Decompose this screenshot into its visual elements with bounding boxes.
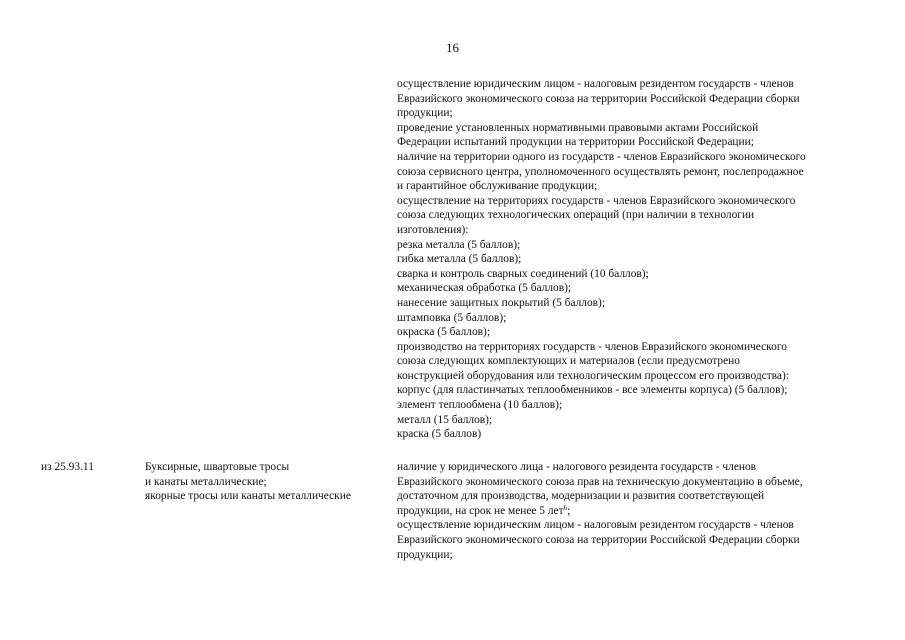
requirement-line: продукции; (397, 548, 453, 561)
requirement-line: осуществление юридическим лицом - налоговым резидентом государств - членов (397, 78, 794, 90)
requirement-line: штамповка (5 баллов); (397, 311, 507, 324)
footnote-reference[interactable]: 6 (563, 503, 568, 512)
requirements-continued (397, 77, 875, 442)
requirement-line: наличие на территории одного из государств - членов Евразийского экономического (397, 150, 806, 163)
page-number: 16 (446, 40, 459, 55)
requirement-line: Евразийского экономического союза на территории Российской Федерации сборки (397, 533, 800, 546)
requirement-line: гибка металла (5 баллов); (397, 253, 522, 266)
requirement-line: осуществление на территориях государств - членов Евразийского экономического (397, 194, 796, 207)
requirement-line: союза следующих технологических операций (при наличии в технологии (397, 209, 755, 222)
requirement-line: изготовления): (397, 223, 469, 236)
requirement-line-with-footnote (397, 504, 875, 519)
requirement-line: корпус (для пластинчатых теплообменников - все элементы корпуса) (5 баллов); (397, 384, 788, 397)
requirement-text: продукции, на срок не менее 5 лет (397, 504, 564, 517)
requirements (397, 460, 875, 562)
requirement-line: союза следующих комплектующих и материалов (если предусмотрено (397, 355, 740, 368)
requirement-line: Евразийского экономического союза на территории Российской Федерации сборки (397, 92, 800, 105)
requirement-line: элемент теплообмена (10 баллов); (397, 399, 563, 412)
product-name (145, 460, 351, 504)
product-name-line: якорные тросы или канаты металлические (145, 490, 351, 503)
requirement-text-end: ; (567, 504, 571, 517)
product-name-line: и канаты металлические; (145, 475, 267, 488)
requirement-line: наличие у юридического лица - налогового резидента государств - членов (397, 461, 757, 473)
requirement-line: окраска (5 баллов); (397, 326, 490, 339)
okpd2-code: из 25.93.11 (41, 461, 94, 473)
requirement-line: сварка и контроль сварных соединений (10 баллов); (397, 267, 649, 280)
requirement-line: осуществление юридическим лицом - налоговым резидентом государств - членов (397, 519, 794, 532)
product-name-line: Буксирные, швартовые тросы (145, 461, 290, 473)
requirement-line: союза сервисного центра, уполномоченного осуществлять ремонт, послепродажное (397, 165, 804, 178)
requirement-line: конструкцией оборудования или технологическим процессом его производства): (397, 369, 789, 382)
requirement-line: резка металла (5 баллов); (397, 238, 521, 251)
requirement-line: Евразийского экономического союза прав на техническую документацию в объеме, (397, 475, 803, 488)
requirement-line: продукции; (397, 107, 453, 120)
requirement-line: достаточном для производства, модернизации и развития соответствующей (397, 490, 765, 503)
requirement-line: нанесение защитных покрытий (5 баллов); (397, 296, 606, 309)
requirement-line: металл (15 баллов); (397, 413, 493, 426)
requirement-line: Федерации испытаний продукции на территории Российской Федерации; (397, 136, 754, 149)
requirement-line: и гарантийное обслуживание продукции; (397, 180, 598, 193)
requirement-line: краска (5 баллов) (397, 428, 482, 441)
requirement-line: производство на территориях государств - членов Евразийского экономического (397, 340, 787, 353)
requirement-line: проведение установленных нормативными правовыми актами Российской (397, 121, 759, 134)
requirement-line: механическая обработка (5 баллов); (397, 282, 572, 295)
